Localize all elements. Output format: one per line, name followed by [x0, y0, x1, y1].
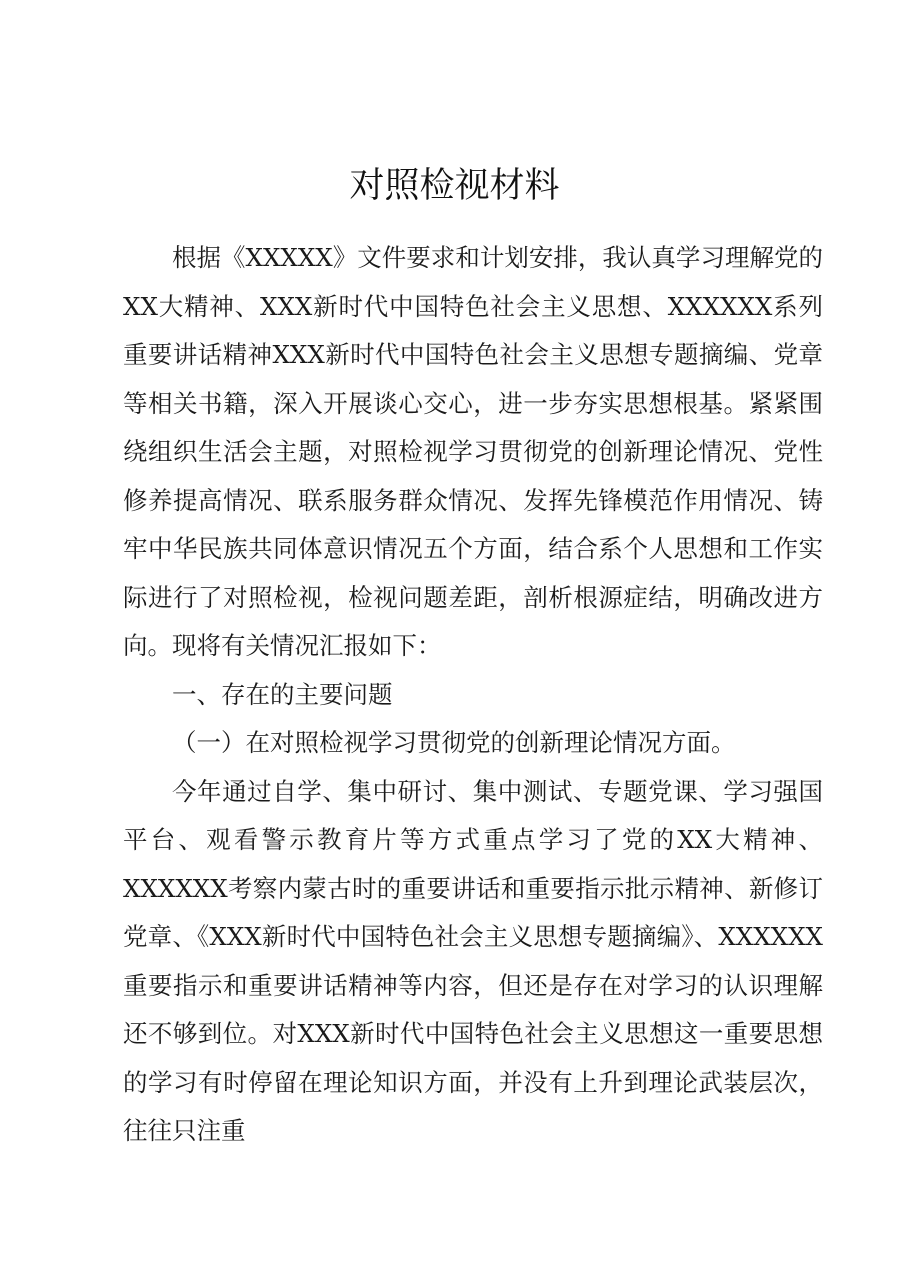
- intro-paragraph: 根据《XXXXX》文件要求和计划安排，我认真学习理解党的XX大精神、XXX新时代中国特色社会主义思想、XXXXXX系列重要讲话精神XXX新时代中国特色社会主义思想专题摘编、党章等相关书籍，深入开展谈心交心，进一步夯实思想根基。紧紧围绕组织生活会主题，对照检视学习贯彻党的创新理论情况、党性修养提高情况、联系服务群众情况、发挥先锋模范作用情况、铸牢中华民族共同体意识情况五个方面，结合系个人思想和工作实际进行了对照检视，检视问题差距，剖析根源症结，明确改进方向。现将有关情况汇报如下：: [123, 243, 823, 660]
- section-heading: 一、存在的主要问题: [172, 679, 393, 709]
- document-body: [123, 234, 823, 1156]
- body-paragraph: 今年通过自学、集中研讨、集中测试、专题党课、学习强国平台、观看警示教育片等方式重点学习了党的XX大精神、XXXXXX考察内蒙古时的重要讲话和重要指示批示精神、新修订党章、《XXX新时代中国特色社会主义思想专题摘编》、XXXXXX重要指示和重要讲话精神等内容，但还是存在对学习的认识理解还不够到位。对XXX新时代中国特色社会主义思想这一重要思想的学习有时停留在理论知识方面，并没有上升到理论武装层次，往往只注重: [123, 776, 823, 1145]
- document-title: 对照检视材料: [349, 166, 560, 206]
- subsection-heading: （一）在对照检视学习贯彻党的创新理论情况方面。: [172, 728, 736, 757]
